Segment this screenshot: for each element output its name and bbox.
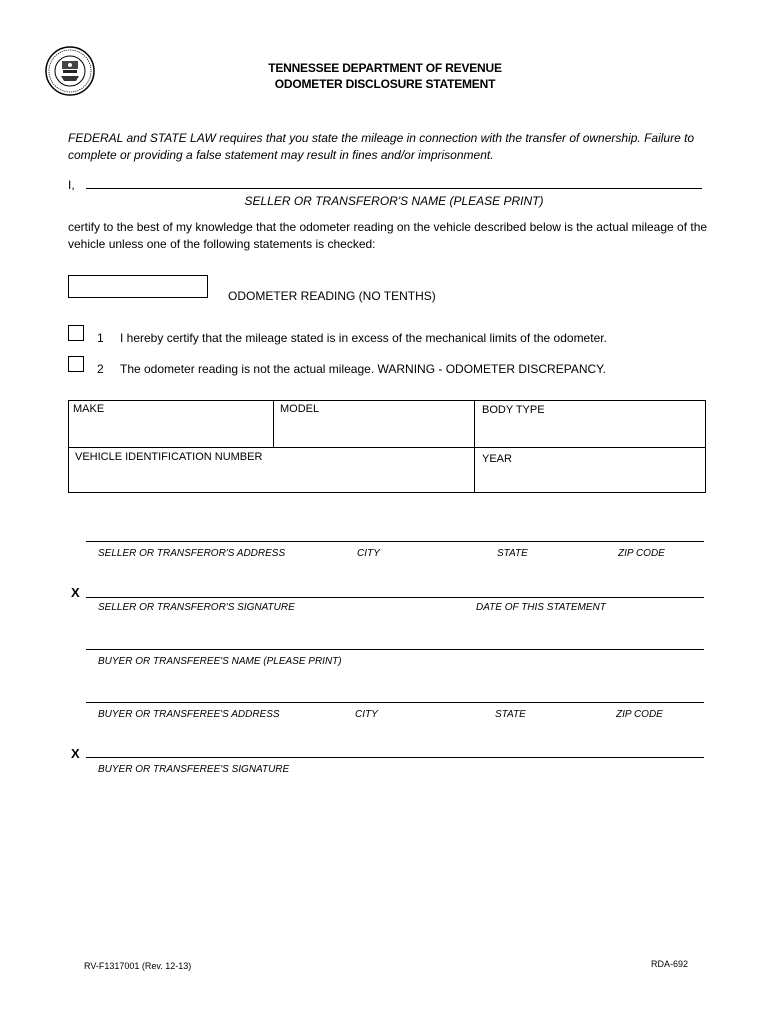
odometer-reading-input[interactable]	[68, 275, 208, 298]
model-field[interactable]	[274, 401, 474, 447]
seller-name-caption: SELLER OR TRANSFEROR'S NAME (PLEASE PRINT)	[244, 194, 544, 208]
buyer-signature-line[interactable]	[86, 757, 704, 758]
seller-name-field[interactable]	[88, 172, 702, 188]
seller-signature-label: SELLER OR TRANSFEROR'S SIGNATURE	[98, 602, 295, 613]
statement-2-text: The odometer reading is not the actual mileage. WARNING - ODOMETER DISCREPANCY.	[120, 362, 606, 376]
seller-state-label: STATE	[497, 548, 528, 559]
make-label: MAKE	[73, 403, 105, 415]
seller-signature-x-mark: X	[71, 585, 80, 600]
seller-city-label: CITY	[357, 548, 380, 559]
model-label: MODEL	[280, 403, 320, 415]
buyer-zip-label: ZIP CODE	[616, 709, 663, 720]
statement-1-number: 1	[97, 331, 104, 345]
seller-name-line	[86, 188, 702, 189]
buyer-address-label: BUYER OR TRANSFEREE'S ADDRESS	[98, 709, 280, 720]
seller-name-prefix: I,	[68, 178, 75, 192]
buyer-state-label: STATE	[495, 709, 526, 720]
rda-number: RDA-692	[651, 959, 689, 969]
vin-field[interactable]	[69, 448, 474, 492]
buyer-signature-label: BUYER OR TRANSFEREE'S SIGNATURE	[98, 764, 290, 775]
buyer-city-label: CITY	[355, 709, 378, 720]
body-type-field[interactable]	[475, 401, 705, 447]
year-label: YEAR	[482, 453, 512, 465]
odometer-reading-label: ODOMETER READING (NO TENTHS)	[228, 289, 436, 303]
statement-2-checkbox[interactable]	[68, 356, 84, 372]
buyer-name-line[interactable]	[86, 649, 704, 650]
buyer-name-label: BUYER OR TRANSFEREE'S NAME (PLEASE PRINT)	[98, 656, 342, 667]
buyer-signature-x-mark: X	[71, 746, 80, 761]
form-title-department: TENNESSEE DEPARTMENT OF REVENUE	[268, 61, 502, 75]
make-field[interactable]	[69, 401, 273, 447]
statement-1-text: I hereby certify that the mileage stated is in excess of the mechanical limits of the odometer.	[120, 331, 607, 345]
year-field[interactable]	[475, 448, 705, 492]
federal-law-warning: FEDERAL and STATE LAW requires that you state the mileage in connection with the transfer of ownership. Failure to complete or providing a false statement may result in fines and/or imprisonment.	[68, 131, 695, 162]
buyer-address-line[interactable]	[86, 702, 704, 703]
statement-2-number: 2	[97, 362, 104, 376]
seller-address-line[interactable]	[86, 541, 704, 542]
vehicle-info-table	[68, 400, 706, 493]
vin-label: VEHICLE IDENTIFICATION NUMBER	[75, 451, 263, 463]
statement-1-checkbox[interactable]	[68, 325, 84, 341]
certify-statement: certify to the best of my knowledge that the odometer reading on the vehicle described below is the actual mileage of the vehicle unless one of the following statements is checked:	[68, 220, 708, 251]
seller-address-label: SELLER OR TRANSFEROR'S ADDRESS	[98, 548, 286, 559]
form-number: RV-F1317001 (Rev. 12-13)	[84, 961, 192, 971]
form-title-statement: ODOMETER DISCLOSURE STATEMENT	[274, 77, 496, 91]
statement-date-label: DATE OF THIS STATEMENT	[476, 602, 606, 613]
seller-zip-label: ZIP CODE	[618, 548, 665, 559]
tennessee-state-seal	[45, 46, 95, 96]
seller-signature-line[interactable]	[86, 597, 704, 598]
body-type-label: BODY TYPE	[482, 404, 545, 416]
